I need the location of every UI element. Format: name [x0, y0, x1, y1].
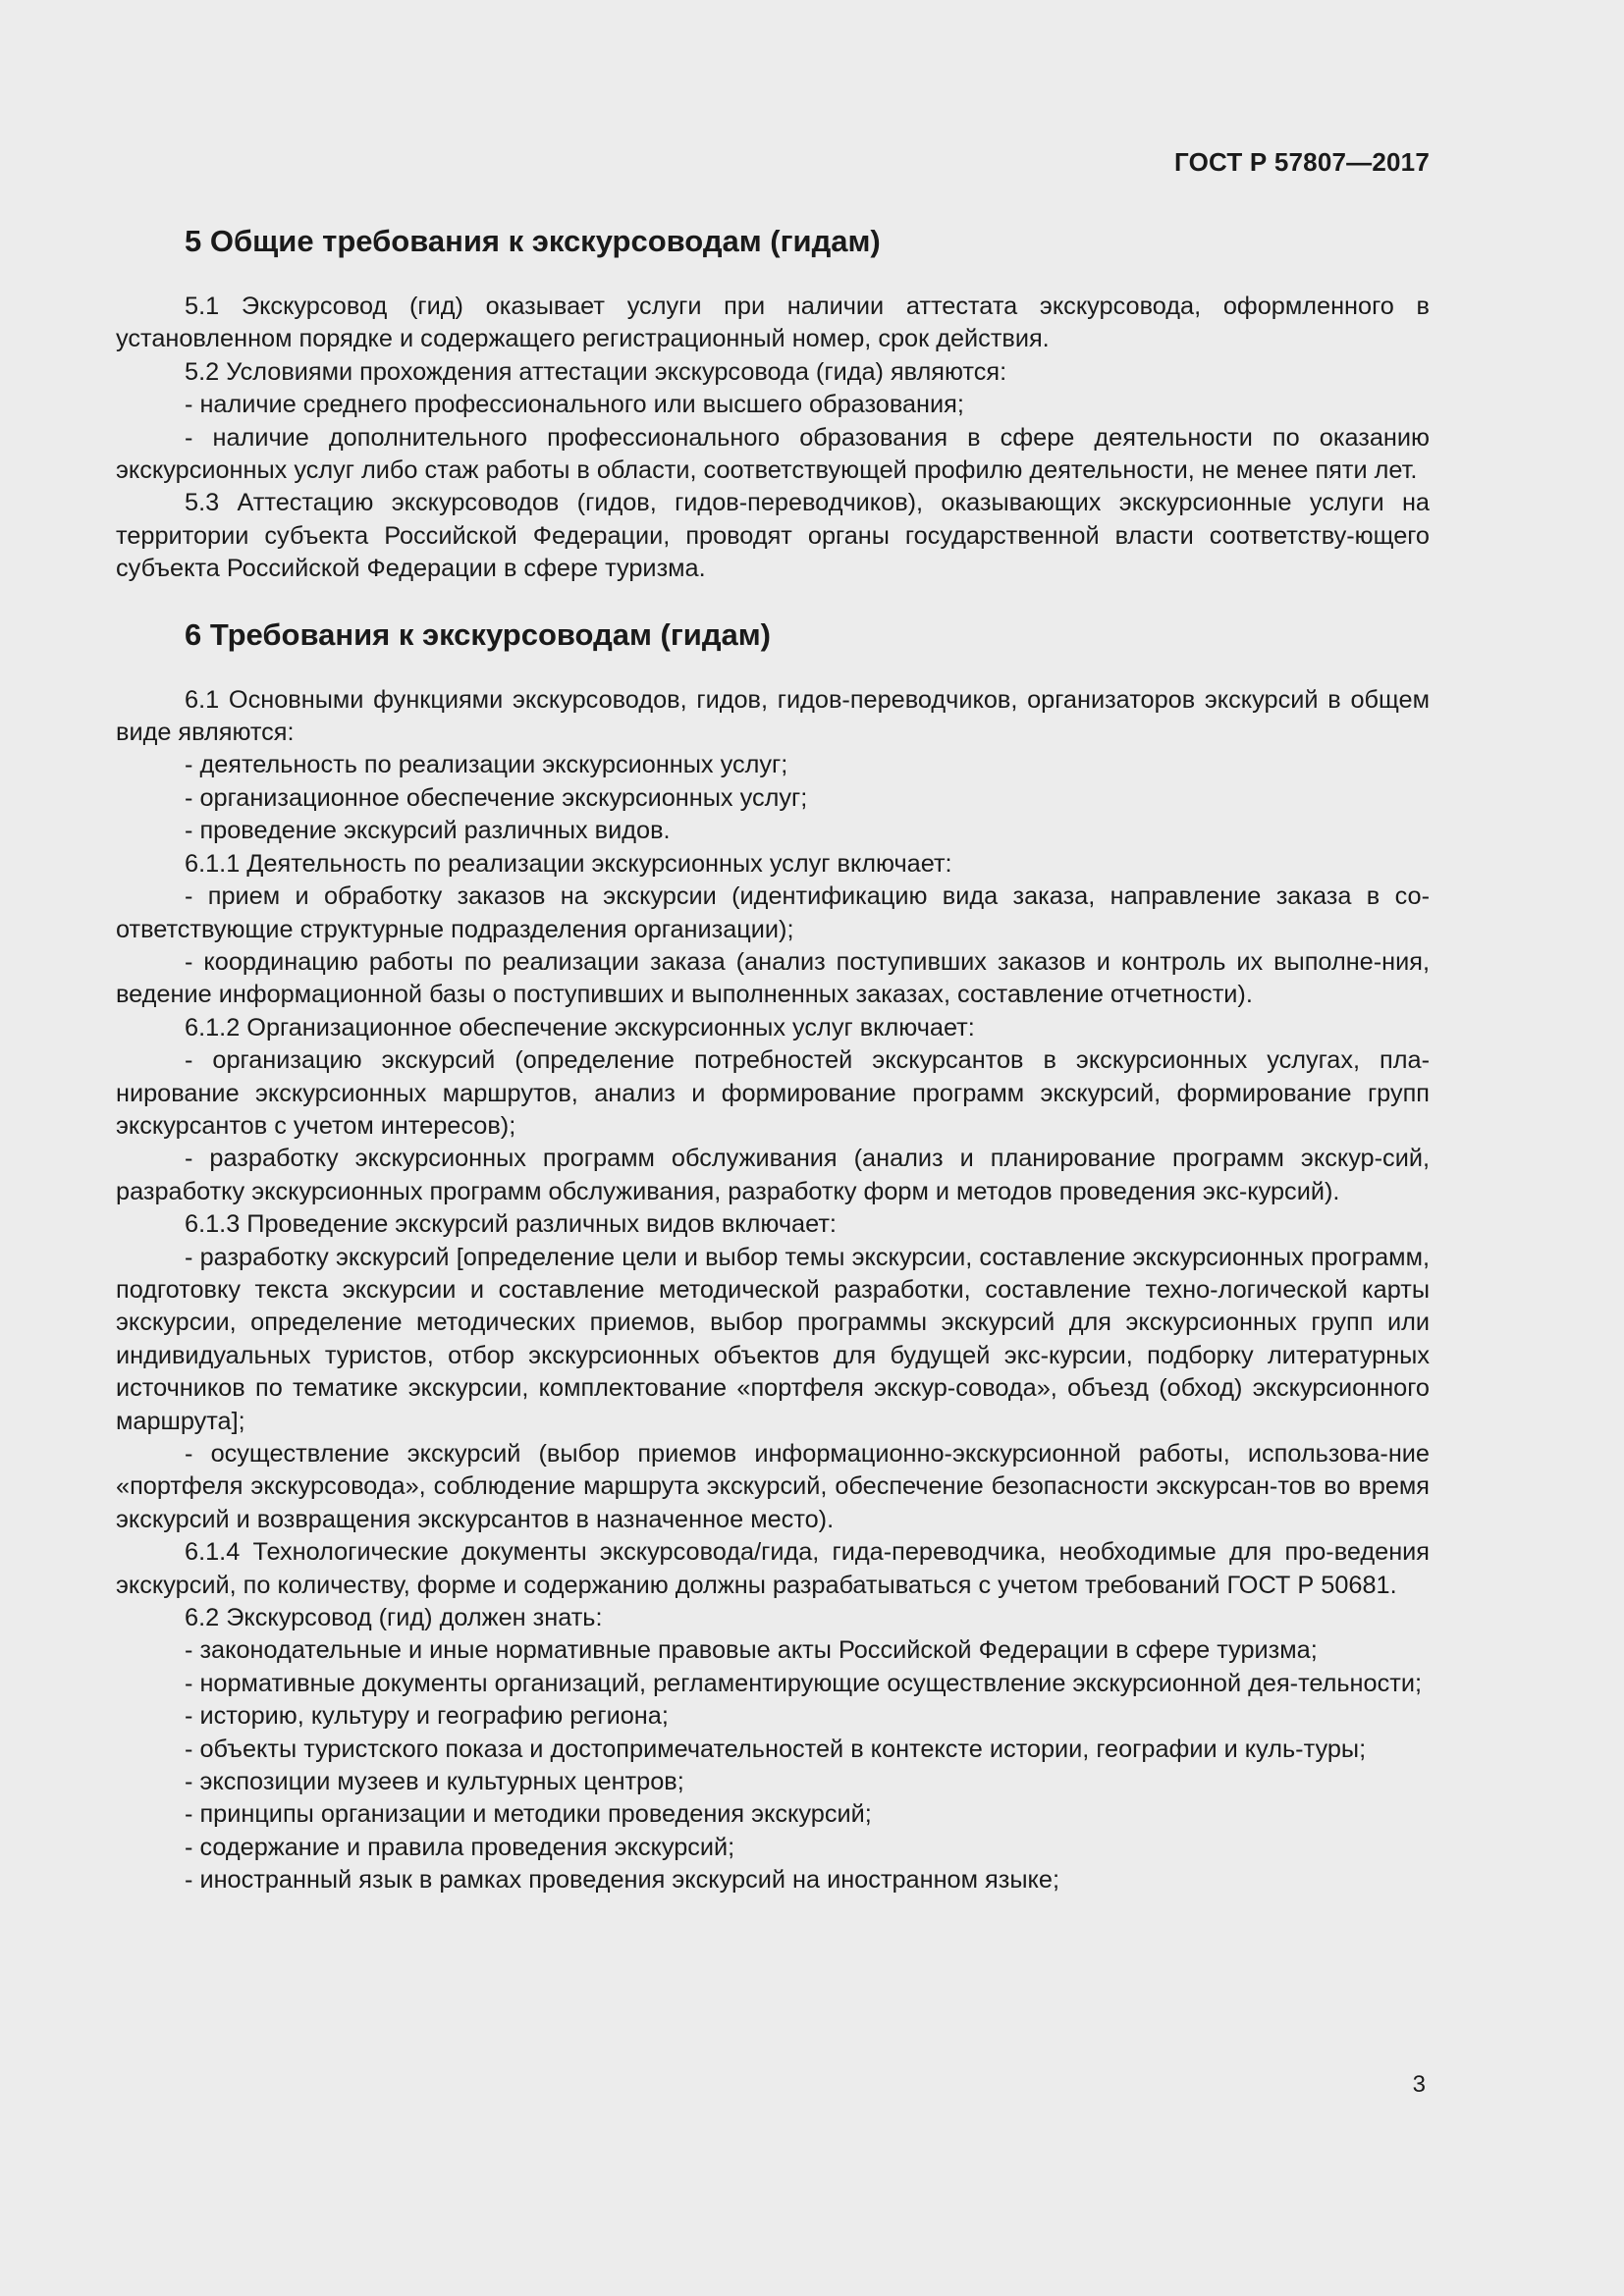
list-item: - разработку экскурсионных программ обслуживания (анализ и планирование программ экскур-сий, разработку экскурсионных программ обслуживания, разработку форм и методов проведения экс-курсий). — [116, 1145, 1430, 1205]
paragraph: 6.1.4 Технологические документы экскурсовода/гида, гида-переводчика, необходимые для про-ведения экскурсий, по количеству, форме и содержанию должны разрабатываться с учетом требований ГОСТ Р 50681. — [116, 1538, 1430, 1599]
list-item: - проведение экскурсий различных видов. — [185, 817, 671, 845]
paragraph: 6.1.3 Проведение экскурсий различных видов включает: — [185, 1210, 837, 1239]
paragraph: 6.1 Основными функциями экскурсоводов, гидов, гидов-переводчиков, организаторов экскурсий в общем виде являются: — [116, 685, 1430, 747]
paragraph: 5.3 Аттестацию экскурсоводов (гидов, гидов-переводчиков), оказывающих экскурсионные услуги на территории субъекта Российской Федерации, проводят органы государственной власти соответству-ющего субъекта Российской Федерации в сфере туризма. — [116, 489, 1430, 583]
list-item: - наличие дополнительного профессионального образования в сфере деятельности по оказанию экскурсионных услуг либо стаж работы в области, соответствующей профилю деятельности, не менее пяти лет. — [116, 423, 1430, 485]
section-6-body — [116, 684, 1430, 1897]
list-item: - координацию работы по реализации заказа (анализ поступивших заказов и контроль их выполне-ния, ведение информационной базы о поступивших и выполненных заказах, составление отчетности). — [116, 947, 1430, 1009]
paragraph: 6.1.1 Деятельность по реализации экскурсионных услуг включает: — [185, 849, 952, 878]
list-item: - содержание и правила проведения экскурсий; — [185, 1833, 735, 1861]
document-code: ГОСТ Р 57807—2017 — [1174, 147, 1430, 177]
list-item: - прием и обработку заказов на экскурсии (идентификацию вида заказа, направление заказа в со-ответствующие структурные подразделения организации); — [116, 882, 1430, 943]
list-item: - экспозиции музеев и культурных центров; — [185, 1768, 684, 1796]
section-5-body — [116, 291, 1430, 586]
section-6-heading: 6 Требования к экскурсоводам (гидам) — [185, 616, 771, 652]
section-5-heading: 5 Общие требования к экскурсоводам (гидам) — [185, 224, 881, 258]
paragraph: 6.2 Экскурсовод (гид) должен знать: — [185, 1604, 603, 1632]
list-item: - иностранный язык в рамках проведения экскурсий на иностранном языке; — [185, 1866, 1059, 1895]
list-item: - разработку экскурсий [определение цели и выбор темы экскурсии, составление экскурсионных программ, подготовку текста экскурсии и составление методической разработки, составление техно-логической карты экскурсии, определение методических приемов, выбор программы экскурсий для экскурсионных групп или индивидуальных туристов, отбор экскурсионных объектов для будущей экс-курсии, подборку литературных источников по тематике экскурсии, комплектование «портфеля экскур-совода», объезд (обход) экскурсионного маршрута]; — [116, 1243, 1430, 1435]
document-body — [116, 222, 1430, 1897]
list-item: - историю, культуру и географию региона; — [185, 1702, 669, 1731]
list-item: - осуществление экскурсий (выбор приемов информационно-экскурсионной работы, использова-ние «портфеля экскурсовода», соблюдение маршрута экскурсий, обеспечение безопасности экскурсан-тов во время экскурсий и возвращения экскурсантов в назначенное место). — [116, 1440, 1430, 1533]
list-item: - наличие среднего профессионального или высшего образования; — [185, 391, 964, 419]
list-item: - организационное обеспечение экскурсионных услуг; — [185, 783, 808, 812]
list-item: - деятельность по реализации экскурсионных услуг; — [185, 751, 788, 779]
page-number: 3 — [1412, 2071, 1426, 2098]
paragraph: 6.1.2 Организационное обеспечение экскурсионных услуг включает: — [185, 1013, 975, 1041]
list-item: - организацию экскурсий (определение потребностей экскурсантов в экскурсионных услугах, пла-нирование экскурсионных маршрутов, анализ и формирование программ экскурсий, формирование групп экскурсантов с учетом интересов); — [116, 1046, 1430, 1140]
paragraph: 5.2 Условиями прохождения аттестации экскурсовода (гида) являются: — [185, 357, 1007, 386]
list-item: - нормативные документы организаций, регламентирующие осуществление экскурсионной дея-тельности; — [185, 1669, 1422, 1697]
list-item: - объекты туристского показа и достопримечательностей в контексте истории, географии и куль-туры; — [185, 1735, 1367, 1763]
list-item: - законодательные и иные нормативные правовые акты Российской Федерации в сфере туризма; — [185, 1636, 1318, 1665]
list-item: - принципы организации и методики проведения экскурсий; — [185, 1800, 872, 1829]
paragraph: 5.1 Экскурсовод (гид) оказывает услуги при наличии аттестата экскурсовода, оформленного в установленном порядке и содержащего регистрационный номер, срок действия. — [116, 293, 1430, 353]
